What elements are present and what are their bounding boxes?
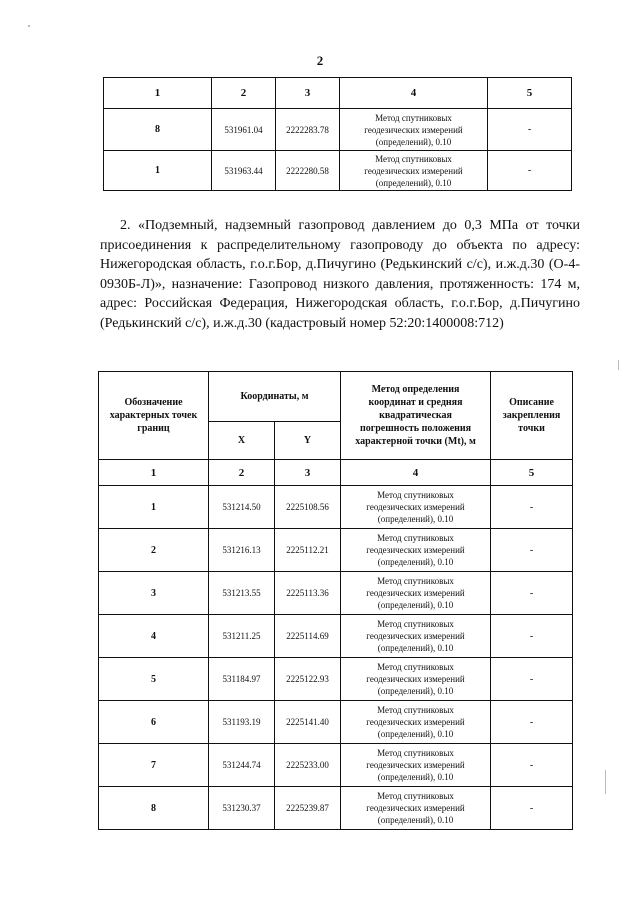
point-id: 1 [99, 486, 209, 529]
fixation-description: - [491, 744, 573, 787]
fixation-description: - [491, 701, 573, 744]
point-id: 1 [104, 151, 212, 191]
coord-y: 2225122.93 [275, 658, 341, 701]
coord-y: 2225233.00 [275, 744, 341, 787]
table-row [99, 787, 573, 830]
scan-artifact [605, 770, 606, 794]
fixation-description: - [491, 572, 573, 615]
header-x: X [209, 422, 275, 460]
fixation-description: - [491, 787, 573, 830]
coord-y: 2222280.58 [276, 151, 340, 191]
header-y: Y [275, 422, 341, 460]
header-number: 2 [212, 78, 276, 109]
header-number: 2 [209, 460, 275, 486]
header-number: 3 [275, 460, 341, 486]
coord-y: 2222283.78 [276, 109, 340, 151]
header-point-designation: Обозначение характерных точек границ [99, 372, 209, 460]
method-cell: Метод спутниковых геодезических измерений (определений), 0.10 [340, 151, 488, 191]
object-description-paragraph: 2. «Подземный, надземный газопровод давлением до 0,3 МПа от точки присоединения к распределительному газопроводу до объекта по адресу: Нижегородская область, г.о.г.Бор, д.Пичугино (Редькинский с/с), и.ж.д.30 (О-4-0930Б-Л)», назначение: Газопровод низкого давления, протяженность: 174 м, адрес: Российская Федерация, Нижегородская область, г.о.г.Бор, д.Пичугино (Редькинский с/с), и.ж.д.30 (кадастровый номер 52:20:1400008:712) [100, 218, 580, 331]
header-number: 1 [99, 460, 209, 486]
table-row [99, 486, 573, 529]
coord-x: 531213.55 [209, 572, 275, 615]
coord-y: 2225112.21 [275, 529, 341, 572]
table-row [99, 529, 573, 572]
table-row [99, 658, 573, 701]
scan-artifact [28, 25, 30, 27]
coord-x: 531216.13 [209, 529, 275, 572]
table-row [99, 615, 573, 658]
coord-x: 531244.74 [209, 744, 275, 787]
fixation-description: - [491, 615, 573, 658]
header-number: 5 [491, 460, 573, 486]
fixation-description: - [491, 486, 573, 529]
table-row [104, 151, 572, 191]
page-number: 2 [316, 53, 324, 68]
coord-y: 2225108.56 [275, 486, 341, 529]
point-id: 8 [104, 109, 212, 151]
coord-x: 531214.50 [209, 486, 275, 529]
table-header-numbers [99, 460, 573, 486]
method-cell: Метод спутниковых геодезических измерений (определений), 0.10 [341, 486, 491, 529]
fixation-description: - [488, 109, 572, 151]
method-cell: Метод спутниковых геодезических измерений (определений), 0.10 [341, 529, 491, 572]
method-cell: Метод спутниковых геодезических измерений (определений), 0.10 [341, 658, 491, 701]
scan-artifact [618, 360, 619, 370]
header-coordinates: Координаты, м [209, 372, 341, 422]
coord-x: 531184.97 [209, 658, 275, 701]
header-number: 4 [341, 460, 491, 486]
point-id: 2 [99, 529, 209, 572]
coord-x: 531961.04 [212, 109, 276, 151]
method-cell: Метод спутниковых геодезических измерений (определений), 0.10 [341, 615, 491, 658]
method-cell: Метод спутниковых геодезических измерений (определений), 0.10 [340, 109, 488, 151]
coord-x: 531230.37 [209, 787, 275, 830]
fixation-description: - [491, 529, 573, 572]
point-id: 7 [99, 744, 209, 787]
table-row [99, 572, 573, 615]
coordinates-table [98, 371, 573, 830]
table-row [99, 744, 573, 787]
header-number: 5 [488, 78, 572, 109]
fixation-description: - [491, 658, 573, 701]
header-fixation: Описание закрепления точки [491, 372, 573, 460]
table-row [99, 701, 573, 744]
header-method: Метод определения координат и средняя квадратическая погрешность положения характерной точки (Mt), м [341, 372, 491, 460]
table-header-numbers [104, 78, 572, 109]
header-number: 3 [276, 78, 340, 109]
point-id: 5 [99, 658, 209, 701]
coord-y: 2225113.36 [275, 572, 341, 615]
header-number: 4 [340, 78, 488, 109]
table-header [99, 372, 573, 422]
coord-x: 531211.25 [209, 615, 275, 658]
header-number: 1 [104, 78, 212, 109]
coord-y: 2225239.87 [275, 787, 341, 830]
point-id: 6 [99, 701, 209, 744]
method-cell: Метод спутниковых геодезических измерений (определений), 0.10 [341, 701, 491, 744]
point-id: 8 [99, 787, 209, 830]
table-row [104, 109, 572, 151]
point-id: 3 [99, 572, 209, 615]
coord-y: 2225141.40 [275, 701, 341, 744]
coord-x: 531193.19 [209, 701, 275, 744]
fixation-description: - [488, 151, 572, 191]
coord-x: 531963.44 [212, 151, 276, 191]
method-cell: Метод спутниковых геодезических измерений (определений), 0.10 [341, 572, 491, 615]
coord-y: 2225114.69 [275, 615, 341, 658]
method-cell: Метод спутниковых геодезических измерений (определений), 0.10 [341, 787, 491, 830]
point-id: 4 [99, 615, 209, 658]
method-cell: Метод спутниковых геодезических измерений (определений), 0.10 [341, 744, 491, 787]
coordinates-table-continued [103, 77, 572, 191]
